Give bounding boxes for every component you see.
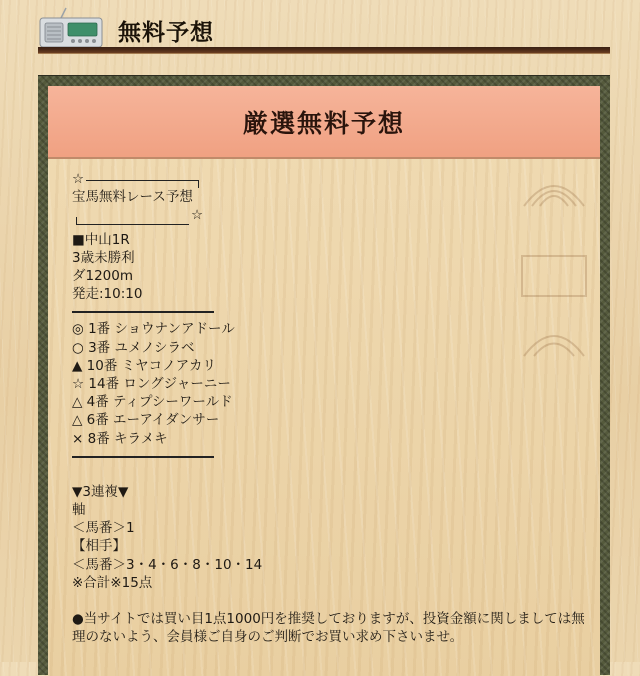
race-distance: ダ1200m xyxy=(72,268,134,285)
star-icon: ☆ xyxy=(191,207,204,224)
partner-value: ＜馬番＞3・4・6・8・10・14 xyxy=(72,556,263,573)
list-item: × 8番 キラメキ xyxy=(72,430,168,447)
list-item: △ 6番 エーアイダンサー xyxy=(72,412,220,429)
race-number: ■中山1R xyxy=(72,231,130,248)
race-heading-label: 宝馬無料レース予想 xyxy=(72,189,193,206)
divider xyxy=(72,311,214,313)
list-item: ☆ 14番 ロングジャーニー xyxy=(72,376,231,393)
bet-total: ※合計※15点 xyxy=(72,574,153,591)
star-icon: ☆ xyxy=(72,171,85,187)
axis-value: ＜馬番＞1 xyxy=(72,520,135,537)
panel-header xyxy=(48,86,600,159)
list-item: ◎ 1番 ショウナンアドール xyxy=(72,321,235,338)
race-start-time: 発走:10:10 xyxy=(72,286,143,303)
list-item: ▲ 10番 ミヤコノアカリ xyxy=(72,357,217,374)
list-item: ○ 3番 ユメノシラベ xyxy=(72,339,195,356)
prediction-content xyxy=(72,170,592,646)
heading-bracket-bottom xyxy=(76,217,189,225)
page-title: 無料予想 xyxy=(118,19,214,46)
axis-label: 軸 xyxy=(72,502,86,519)
prediction-panel-body xyxy=(48,86,600,676)
partner-label: 【相手】 xyxy=(72,538,126,555)
list-item: △ 4番 ティプシーワールド xyxy=(72,394,233,411)
race-heading-bottom xyxy=(72,206,592,224)
race-class: 3歳未勝利 xyxy=(72,249,135,266)
bet-type: ▼3連複▼ xyxy=(72,483,129,500)
prediction-panel xyxy=(38,75,610,675)
picks-list xyxy=(72,320,592,447)
divider xyxy=(72,456,214,458)
panel-title: 厳選無料予想 xyxy=(242,108,405,138)
race-heading-top xyxy=(72,170,592,188)
notice-text: ●当サイトでは買い目1点1000円を推奨しておりますが、投資金額に関しましては無理のないよう、会員様ご自身のご判断でお買い求め下さいませ。 xyxy=(72,611,585,646)
heading-bracket-top xyxy=(86,180,199,188)
page-header xyxy=(0,0,640,60)
header-divider xyxy=(38,47,610,54)
radio-icon xyxy=(38,6,104,48)
